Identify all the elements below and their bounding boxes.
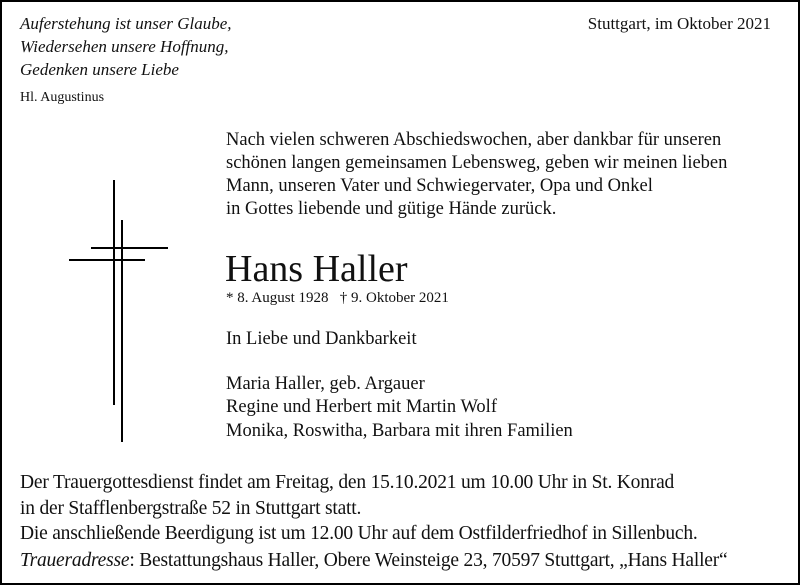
cross-horizontal-bar-upper [91,247,168,249]
cross-horizontal-bar-lower [69,259,145,261]
motto-author: Hl. Augustinus [20,90,105,105]
closing-text: In Liebe und Dankbarkeit [226,329,417,349]
cross-vertical-bar-right [121,220,123,442]
address-text: : Bestattungshaus Haller, Obere Weinsteige 23, 70597 Stuttgart, „Hans Haller“ [129,550,728,571]
motto-line-1: Auferstehung ist unser Glaube, [20,14,232,33]
deceased-dates: * 8. August 1928 † 9. Oktober 2021 [226,290,449,306]
intro-line-4: in Gottes liebende und gütige Hände zurück. [226,199,557,219]
service-line-2: in der Stafflenbergstraße 52 in Stuttgart statt. [20,498,362,519]
intro-line-2: schönen langen gemeinsamen Lebensweg, geben wir meinen lieben [226,153,728,173]
service-line-1: Der Trauergottesdienst findet am Freitag, den 15.10.2021 um 10.00 Uhr in St. Konrad [20,472,675,493]
mourning-address [20,550,728,572]
motto-line-3: Gedenken unsere Liebe [20,60,179,79]
motto-line-2: Wiedersehen unsere Hoffnung, [20,37,229,56]
cross-vertical-bar-left [113,180,115,405]
mourner-2: Regine und Herbert mit Martin Wolf [226,397,497,417]
intro-line-3: Mann, unseren Vater und Schwiegervater, Opa und Onkel [226,176,653,196]
mourner-1: Maria Haller, geb. Argauer [226,374,425,394]
deceased-name: Hans Haller [225,248,408,290]
address-label: Traueradresse [20,550,130,571]
intro-line-1: Nach vielen schweren Abschiedswochen, aber dankbar für unseren [226,130,722,150]
place-date: Stuttgart, im Oktober 2021 [587,14,771,33]
burial-line: Die anschließende Beerdigung ist um 12.00 Uhr auf dem Ostfilderfriedhof in Sillenbuch. [20,523,698,544]
mourner-3: Monika, Roswitha, Barbara mit ihren Familien [226,421,573,441]
